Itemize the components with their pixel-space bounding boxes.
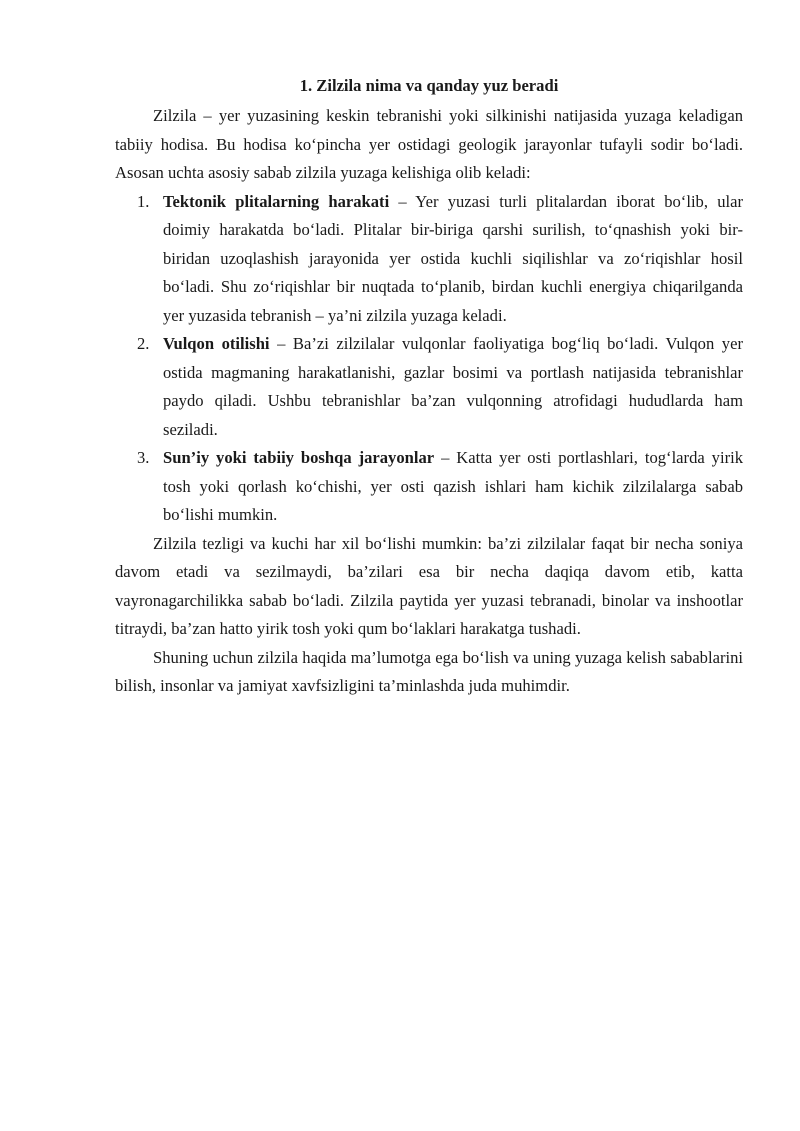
section-heading: 1. Zilzila nima va qanday yuz beradi [299, 76, 559, 95]
intro-paragraph: Zilzila – yer yuzasining keskin tebranishi yoki silkinishi natijasida yuzaga keladigan tabiiy hodisa. Bu hodisa koʻpincha yer ostidagi geologik jarayonlar tufayli sodir boʻladi. Asosan uchta asosiy sabab zilzila yuzaga kelishiga olib keladi: [115, 106, 743, 182]
list-item-title: Vulqon otilishi [163, 334, 270, 353]
list-item-text: – Katta yer osti portlashlari, togʻlarda yirik tosh yoki qorlash koʻchishi, yer osti qazish ishlari ham kichik zilzilalarga sabab boʻlishi mumkin. [163, 448, 744, 524]
list-item-text: – Yer yuzasi turli plitalardan iborat boʻlib, ular doimiy harakatda boʻladi. Plitalar bir-biriga qarshi surilish, toʻqnashish yoki bir-biridan uzoqlashish jarayonida yer ostida kuchli siqilishlar va zoʻriqishlar hosil boʻladi. Shu zoʻriqishlar bir nuqtada toʻplanib, birdan kuchli energiya chiqarilganda yer yuzasida tebranish – ya’ni zilzila yuzaga keladi. [163, 191, 743, 325]
list-item-title: Sun’iy yoki tabiiy boshqa jarayonlar [163, 448, 435, 467]
document-page [115, 72, 743, 701]
list-item-number: 1. [137, 191, 150, 211]
list-item [115, 188, 743, 331]
body-paragraph: Zilzila tezligi va kuchi har xil boʻlishi mumkin: ba’zi zilzilalar faqat bir necha soniya davom etadi va sezilmaydi, ba’zilari esa bir necha daqiqa davom etib, katta vayronagarchilikka sabab boʻladi. Zilzila paytida yer yuzasi tebranadi, binolar va inshootlar titraydi, ba’zan hatto yirik tosh yoki qum boʻlaklari harakatga tushadi. [115, 533, 743, 638]
list-item-number: 3. [137, 448, 150, 467]
conclusion-paragraph: Shuning uchun zilzila haqida ma’lumotga ega boʻlish va uning yuzaga kelish sabablarini bilish, insonlar va jamiyat xavfsizligini ta’minlashda juda muhimdir. [115, 647, 743, 695]
list-item [115, 330, 743, 444]
list-item [115, 444, 743, 530]
list-item-title: Tektonik plitalarning harakati [163, 191, 390, 211]
list-item-text: – Ba’zi zilzilalar vulqonlar faoliyatiga bogʻliq boʻladi. Vulqon yer ostida magmaning harakatlanishi, gazlar bosimi va portlash natijasida tebranishlar paydo qiladi. Ushbu tebranishlar ba’zan vulqonning atrofidagi hududlarda ham seziladi. [163, 334, 743, 439]
list-item-number: 2. [137, 334, 150, 353]
causes-list [115, 188, 743, 530]
